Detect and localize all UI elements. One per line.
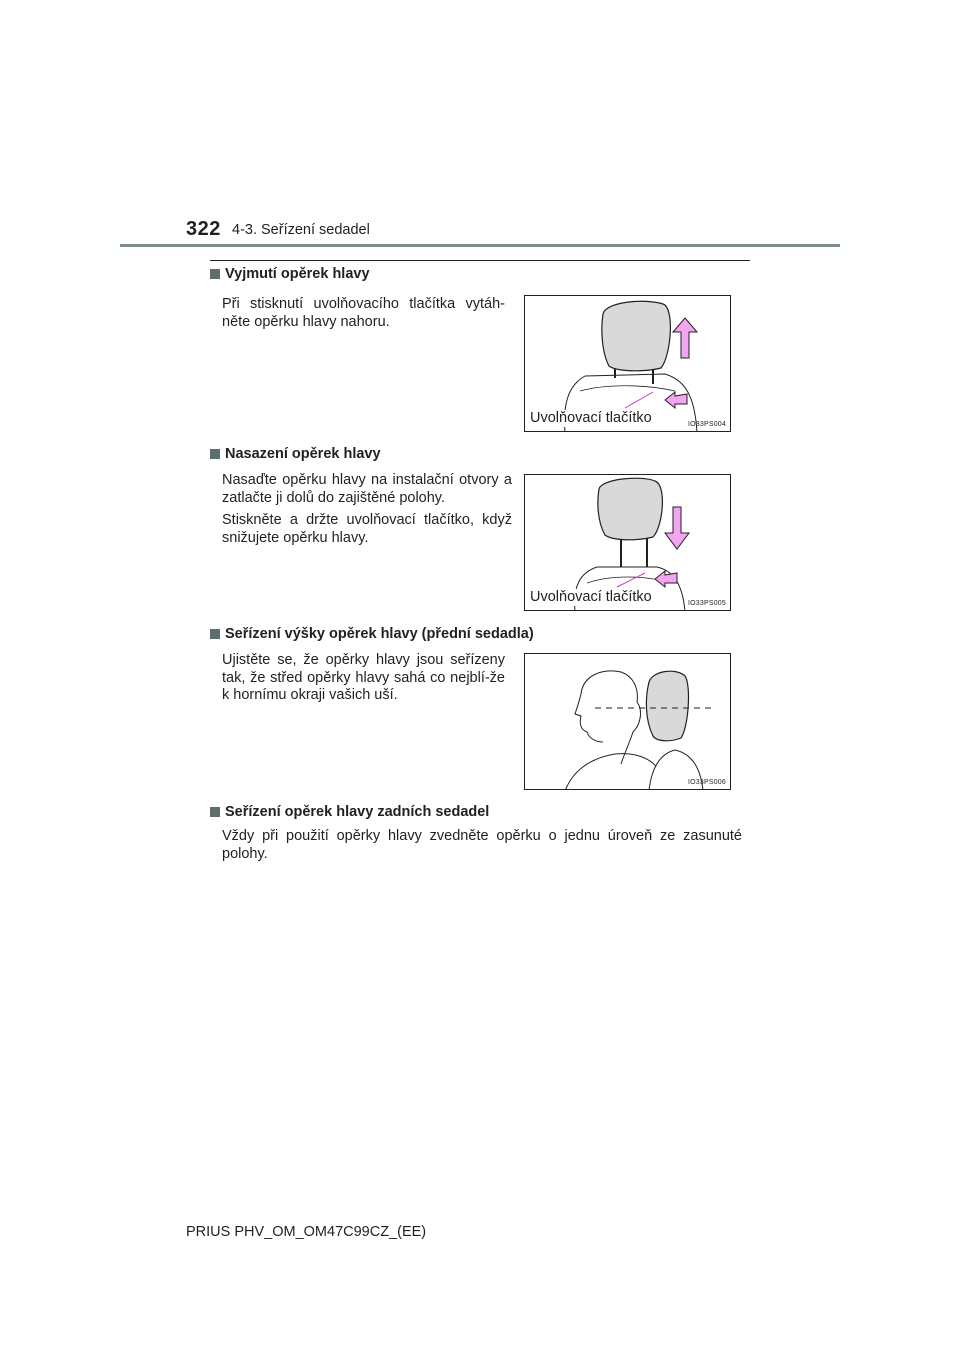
header-rule xyxy=(120,244,840,247)
heading-adjust-height-front: Seřízení výšky opěrek hlavy (přední sedadla) xyxy=(210,626,534,642)
heading-remove-headrest: Vyjmutí opěrek hlavy xyxy=(210,266,370,282)
heading-rear-headrests: Seřízení opěrek hlavy zadních sedadel xyxy=(210,804,489,820)
paragraph-rear-headrests: Vždy při použití opěrky hlavy zvedněte opěrku o jednu úroveň ze zasunuté polohy. xyxy=(222,828,742,862)
paragraph-remove-headrest: Při stisknutí uvolňovacího tlačítka vytáh-něte opěrku hlavy nahoru. xyxy=(222,296,505,330)
figure-code: IO33PS004 xyxy=(688,421,726,428)
paragraph-adjust-height-front: Ujistěte se, že opěrky hlavy jsou seřízeny tak, že střed opěrky hlavy sahá co nejblí-že k hornímu okraji vašich uší. xyxy=(222,652,505,703)
figure-code: IO33PS005 xyxy=(688,600,726,607)
footer-doc-code: PRIUS PHV_OM_OM47C99CZ_(EE) xyxy=(186,1224,427,1240)
figure-label-release-button: Uvolňovací tlačítko xyxy=(530,410,652,426)
paragraph-install-headrest-1: Nasaďte opěrku hlavy na instalační otvory a zatlačte ji dolů do zajištěné polohy. xyxy=(222,472,512,506)
square-bullet-icon xyxy=(210,807,220,817)
figure-code: IO33PS006 xyxy=(688,779,726,786)
content-rule xyxy=(210,260,750,261)
square-bullet-icon xyxy=(210,449,220,459)
heading-install-headrest: Nasazení opěrek hlavy xyxy=(210,446,381,462)
section-title: 4-3. Seřízení sedadel xyxy=(232,222,370,238)
square-bullet-icon xyxy=(210,269,220,279)
figure-remove-headrest xyxy=(524,295,731,432)
figure-adjust-height-front xyxy=(524,653,731,790)
page-number: 322 xyxy=(186,218,221,240)
figure-install-headrest xyxy=(524,474,731,611)
square-bullet-icon xyxy=(210,629,220,639)
paragraph-install-headrest-2: Stiskněte a držte uvolňovací tlačítko, když snižujete opěrku hlavy. xyxy=(222,512,512,546)
figure-label-release-button: Uvolňovací tlačítko xyxy=(530,589,652,605)
